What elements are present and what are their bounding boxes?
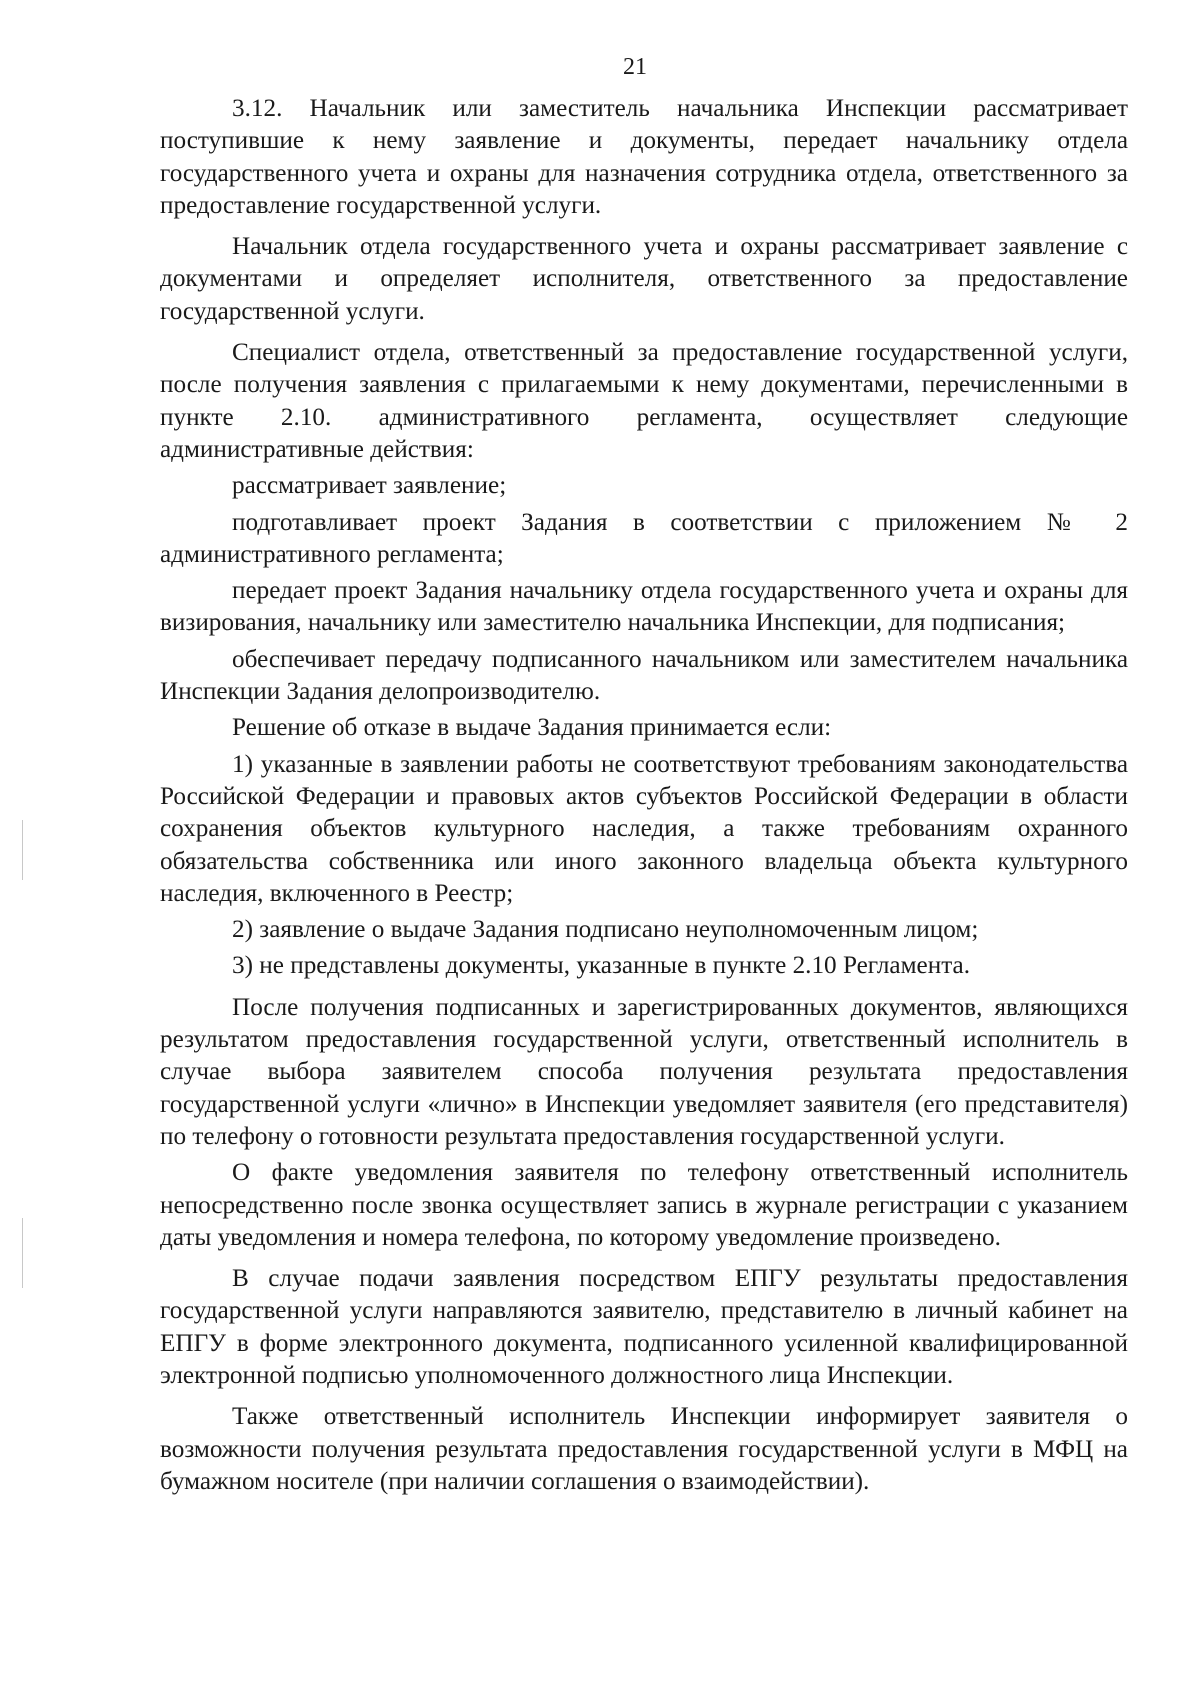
action-item: обеспечивает передачу подписанного начальником или заместителем начальника Инспекции Задания делопроизводителю.	[160, 645, 1128, 706]
refusal-reason-item: 2) заявление о выдаче Задания подписано неуполномоченным лицом;	[232, 916, 979, 944]
scan-artifact	[22, 820, 23, 880]
refusal-reason-item: 3) не представлены документы, указанные в пункте 2.10 Регламента.	[232, 952, 970, 980]
paragraph-mfc: Также ответственный исполнитель Инспекции информирует заявителя о возможности получения результата предоставления государственной услуги в МФЦ на бумажном носителе (при наличии соглашения о взаимодействии).	[160, 1403, 1128, 1495]
action-item: рассматривает заявление;	[232, 472, 507, 500]
paragraph-phone-record: О факте уведомления заявителя по телефону ответственный исполнитель непосредственно после звонка осуществляет запись в журнале регистрации с указанием даты уведомления и номера телефона, по которому уведомление произведено.	[160, 1159, 1128, 1251]
paragraph-epgu: В случае подачи заявления посредством ЕПГУ результаты предоставления государственной услуги направляются заявителю, представителю в личный кабинет на ЕПГУ в форме электронного документа, подписанного усиленной квалифицированной электронной подписью уполномоченного должностного лица Инспекции.	[160, 1265, 1128, 1389]
paragraph-refusal-intro: Решение об отказе в выдаче Задания принимается если:	[232, 714, 832, 742]
paragraph-head-of-department: Начальник отдела государственного учета и охраны рассматривает заявление с документами и определяет исполнителя, ответственного за предоставление государственной услуги.	[160, 233, 1128, 325]
action-item: передает проект Задания начальнику отдела государственного учета и охраны для визирования, начальнику или заместителю начальника Инспекции, для подписания;	[160, 577, 1128, 637]
refusal-reason-item: 1) указанные в заявлении работы не соответствуют требованиям законодательства Российской Федерации и правовых актов субъектов Российской Федерации в области сохранения объектов культурного наследия, а также требованиям охранного обязательства собственника или иного законного владельца объекта культурного наследия, включенного в Реестр;	[160, 750, 1128, 907]
scan-artifact	[22, 1218, 23, 1288]
document-body	[160, 93, 1128, 1498]
paragraph-notification: После получения подписанных и зарегистрированных документов, являющихся результатом предоставления государственной услуги, ответственный исполнитель в случае выбора заявителем способа получения результата предоставления государственной услуги «лично» в Инспекции уведомляет заявителя (его представителя) по телефону о готовности результата предоставления государственной услуги.	[160, 993, 1128, 1150]
page-number: 21	[623, 54, 647, 80]
action-item: подготавливает проект Задания в соответствии с приложением № 2 административного регламента;	[160, 508, 1128, 568]
paragraph-3-12: 3.12. Начальник или заместитель начальника Инспекции рассматривает поступившие к нему заявление и документы, передает начальнику отдела государственного учета и охраны для назначения сотрудника отдела, ответственного за предоставление государственной услуги.	[160, 95, 1128, 219]
paragraph-specialist: Специалист отдела, ответственный за предоставление государственной услуги, после получения заявления с прилагаемыми к нему документами, перечисленными в пункте 2.10. административного регламента, осуществляет следующие административные действия:	[160, 339, 1128, 463]
